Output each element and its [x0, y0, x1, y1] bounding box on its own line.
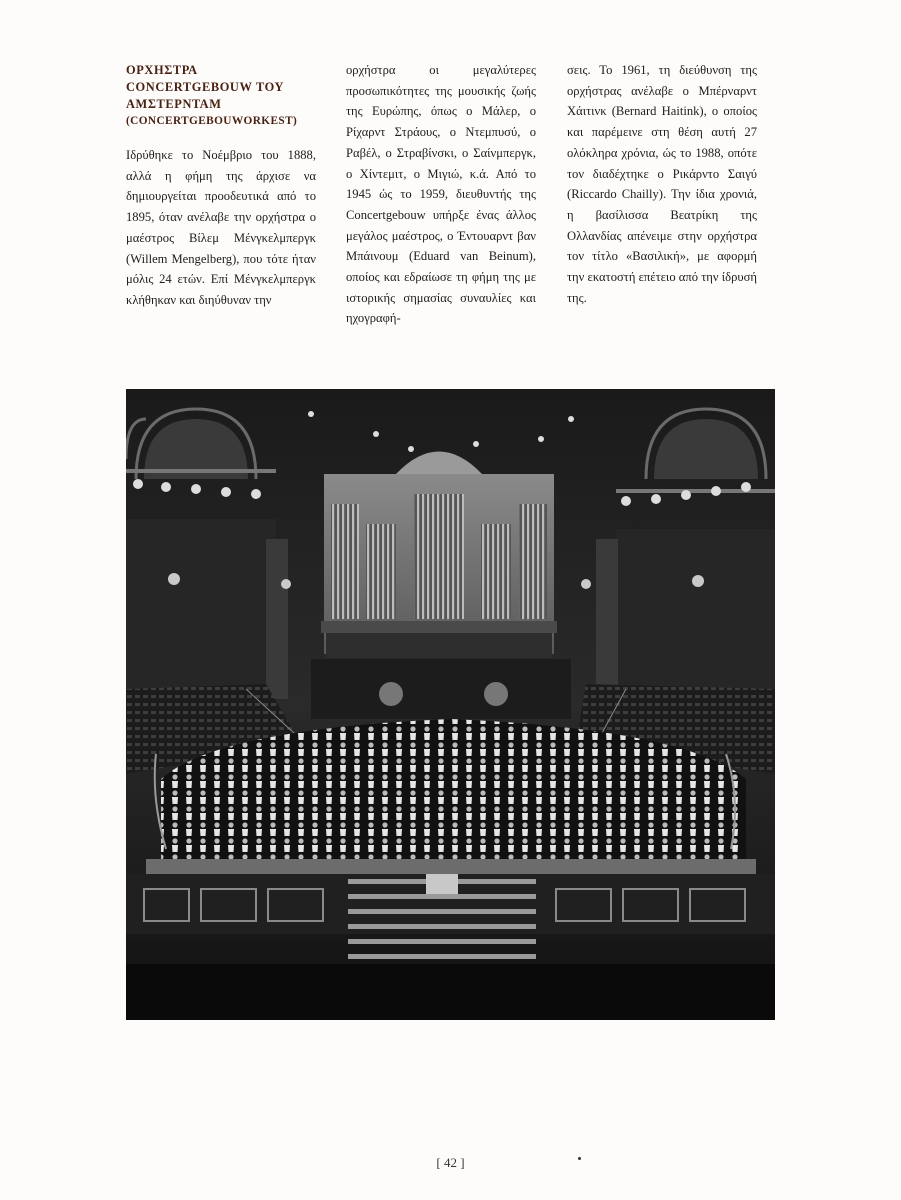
article-subtitle: (CONCERTGEBOUWORKEST)	[126, 115, 298, 127]
page-number: [ 42 ]	[436, 1155, 465, 1170]
paragraph-col2: ορχήστρα οι μεγαλύτερες προσωπικότητες της μουσικής ζωής της Ευρώπης, όπως ο Μάλερ, ο Ρίχαρντ Στράους, ο Ντεμπυσύ, ο Ραβέλ, ο Στραβίνσκι, ο Σαίνμπεργκ, ο Χίντεμιτ, ο Μιγιώ, κ.ά. Από το 1945 ώς το 1959, διευθυντής της Concertgebouw υπήρξε ένας άλλος μεγάλος μαέστρος, ο Έντουαρντ βαν Μπάινουμ (Eduard van Beinum), οποίος και εδραίωσε τη φήμη της με ιστορικής σημασίας συναυλίες και ηχογραφή-	[346, 63, 536, 326]
paragraph-col3: σεις. Το 1961, τη διεύθυνση της ορχήστρας ανέλαβε ο Μπέρναρντ Χάιτινκ (Bernard Haitink), ο οποίος και παρέμεινε στη θέση αυτή 27 ολόκληρα χρόνια, ώς το 1988, οπότε τον διαδέχτηκε ο Ρικάρντο Σαιγύ (Riccardo Chailly). Την ίδια χρονιά, η βασίλισσα Βεατρίκη της Ολλανδίας απένειμε στην ορχήστρα τον τίτλο «Βασιλική», με αφορμή την εκατοστή επέτειο από την ίδρυσή της.	[567, 63, 757, 305]
printer-dot	[578, 1157, 581, 1160]
article-title: ΟΡΧΗΣΤΡΑ CONCERTGEBOUW ΤΟΥ ΑΜΣΤΕΡΝΤΑΜ	[126, 63, 285, 111]
text-column-3	[567, 60, 757, 308]
text-column-2	[346, 60, 536, 329]
orchestra-photo	[126, 389, 775, 1020]
text-column-1	[126, 60, 316, 311]
paragraph-col1: Ιδρύθηκε το Νοέμβριο του 1888, αλλά η φήμη της άρχισε να δημιουργείται προοδευτικά από το 1895, όταν ανέλαβε την ορχήστρα ο μαέστρος Βίλεμ Μένγκελμπεργκ (Willem Mengelberg), που τότε ήταν μόλις 24 ετών. Επί Μένγκελμπεργκ κλήθηκαν και διηύθυναν την	[126, 148, 316, 307]
